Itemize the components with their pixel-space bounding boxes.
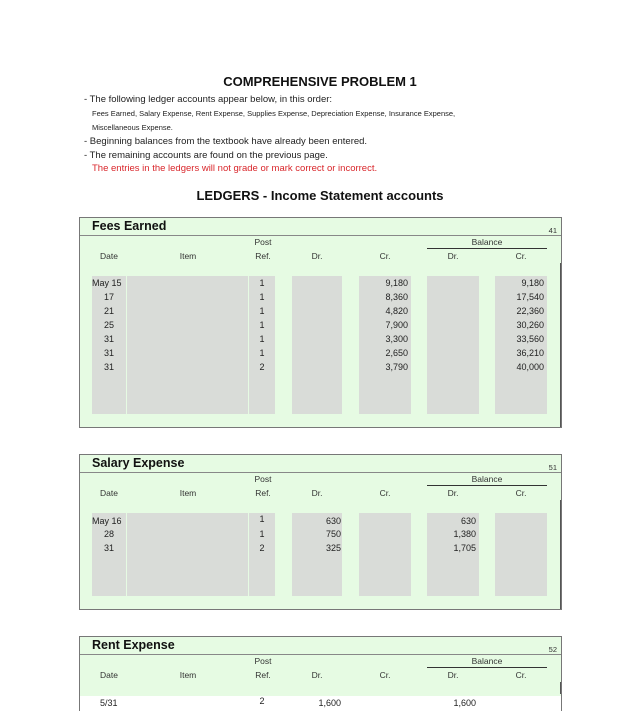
cell-date[interactable]: 5/31 xyxy=(100,698,118,708)
cell-balance-dr[interactable]: 1,705 xyxy=(453,543,476,553)
cell-date[interactable]: 31 xyxy=(103,362,114,372)
header-item: Item xyxy=(179,670,197,680)
header-date: Date xyxy=(100,488,118,498)
header-balance-cr: Cr. xyxy=(515,670,527,680)
cell-balance-cr[interactable]: 36,210 xyxy=(516,348,544,358)
account-number: 52 xyxy=(548,645,557,654)
cell-ref[interactable]: 1 xyxy=(259,306,265,316)
header-date: Date xyxy=(100,670,118,680)
cell-cr[interactable]: 4,820 xyxy=(385,306,408,316)
cell-date[interactable]: 17 xyxy=(103,292,114,302)
header-item: Item xyxy=(179,251,197,261)
header-post: Post xyxy=(254,656,272,666)
instruction-order: - The following ledger accounts appear below, in this order: xyxy=(84,94,333,105)
header-cr: Cr. xyxy=(379,670,391,680)
header-ref: Ref. xyxy=(255,251,271,261)
header-ref: Ref. xyxy=(255,670,271,680)
cell-date[interactable]: May 15 xyxy=(92,278,122,288)
cell-cr[interactable]: 9,180 xyxy=(385,278,408,288)
account-number: 41 xyxy=(548,226,557,235)
header-ref: Ref. xyxy=(255,488,271,498)
header-cr: Cr. xyxy=(379,488,391,498)
cell-ref[interactable]: 2 xyxy=(259,696,265,706)
cell-date[interactable]: 25 xyxy=(103,320,114,330)
instruction-remaining-accounts: - The remaining accounts are found on the previous page. xyxy=(84,150,328,161)
cell-dr[interactable]: 325 xyxy=(325,543,341,553)
header-dr: Dr. xyxy=(311,251,323,261)
account-number: 51 xyxy=(548,463,557,472)
header-post: Post xyxy=(254,237,272,247)
instruction-beginning-balances: - Beginning balances from the textbook have already been entered. xyxy=(84,136,368,147)
cell-date[interactable]: 31 xyxy=(103,543,114,553)
header-balance-dr: Dr. xyxy=(447,488,459,498)
instruction-account-list: Fees Earned, Salary Expense, Rent Expense, Supplies Expense, Depreciation Expense, Insurance Expense, xyxy=(92,109,456,118)
cell-ref[interactable]: 2 xyxy=(259,543,265,553)
grading-warning: The entries in the ledgers will not grade or mark correct or incorrect. xyxy=(92,163,378,174)
header-balance: Balance xyxy=(471,237,503,247)
header-dr: Dr. xyxy=(311,670,323,680)
cell-balance-dr[interactable]: 1,600 xyxy=(453,698,476,708)
header-balance-cr: Cr. xyxy=(515,488,527,498)
cell-balance-cr[interactable]: 17,540 xyxy=(516,292,544,302)
ledger-name: Salary Expense xyxy=(92,456,185,470)
ledger-name: Fees Earned xyxy=(92,219,167,233)
cell-ref[interactable]: 1 xyxy=(259,514,265,524)
header-balance: Balance xyxy=(471,656,503,666)
cell-cr[interactable]: 2,650 xyxy=(385,348,408,358)
cell-cr[interactable]: 3,790 xyxy=(385,362,408,372)
cell-ref[interactable]: 1 xyxy=(259,334,265,344)
cell-date[interactable]: May 16 xyxy=(92,516,122,526)
header-date: Date xyxy=(100,251,118,261)
cell-cr[interactable]: 8,360 xyxy=(385,292,408,302)
ledger-name: Rent Expense xyxy=(92,638,175,652)
cell-date[interactable]: 31 xyxy=(103,334,114,344)
header-balance: Balance xyxy=(471,474,503,484)
ledgers-subtitle: LEDGERS - Income Statement accounts xyxy=(196,188,444,203)
cell-balance-cr[interactable]: 9,180 xyxy=(521,278,544,288)
cell-balance-dr[interactable]: 630 xyxy=(460,516,476,526)
cell-date[interactable]: 31 xyxy=(103,348,114,358)
cell-ref[interactable]: 1 xyxy=(259,278,265,288)
instruction-account-list-cont: Miscellaneous Expense. xyxy=(92,123,173,132)
cell-cr[interactable]: 7,900 xyxy=(385,320,408,330)
ledger-rent-expense xyxy=(79,636,562,711)
cell-balance-cr[interactable]: 30,260 xyxy=(516,320,544,330)
cell-date[interactable]: 28 xyxy=(103,529,114,539)
cell-ref[interactable]: 1 xyxy=(259,320,265,330)
cell-ref[interactable]: 1 xyxy=(259,529,265,539)
cell-cr[interactable]: 3,300 xyxy=(385,334,408,344)
header-cr: Cr. xyxy=(379,251,391,261)
page-title: COMPREHENSIVE PROBLEM 1 xyxy=(223,74,417,89)
cell-dr[interactable]: 1,600 xyxy=(318,698,341,708)
header-balance-dr: Dr. xyxy=(447,251,459,261)
header-balance-cr: Cr. xyxy=(515,251,527,261)
cell-balance-cr[interactable]: 33,560 xyxy=(516,334,544,344)
header-item: Item xyxy=(179,488,197,498)
ledger-salary-expense xyxy=(79,454,562,610)
cell-balance-cr[interactable]: 22,360 xyxy=(516,306,544,316)
cell-dr[interactable]: 630 xyxy=(325,516,341,526)
cell-date[interactable]: 21 xyxy=(103,306,114,316)
header-post: Post xyxy=(254,474,272,484)
header-dr: Dr. xyxy=(311,488,323,498)
cell-ref[interactable]: 1 xyxy=(259,292,265,302)
cell-dr[interactable]: 750 xyxy=(325,529,341,539)
cell-ref[interactable]: 2 xyxy=(259,362,265,372)
cell-ref[interactable]: 1 xyxy=(259,348,265,358)
cell-balance-cr[interactable]: 40,000 xyxy=(516,362,544,372)
cell-balance-dr[interactable]: 1,380 xyxy=(453,529,476,539)
ledger-fees-earned xyxy=(79,217,562,428)
header-balance-dr: Dr. xyxy=(447,670,459,680)
